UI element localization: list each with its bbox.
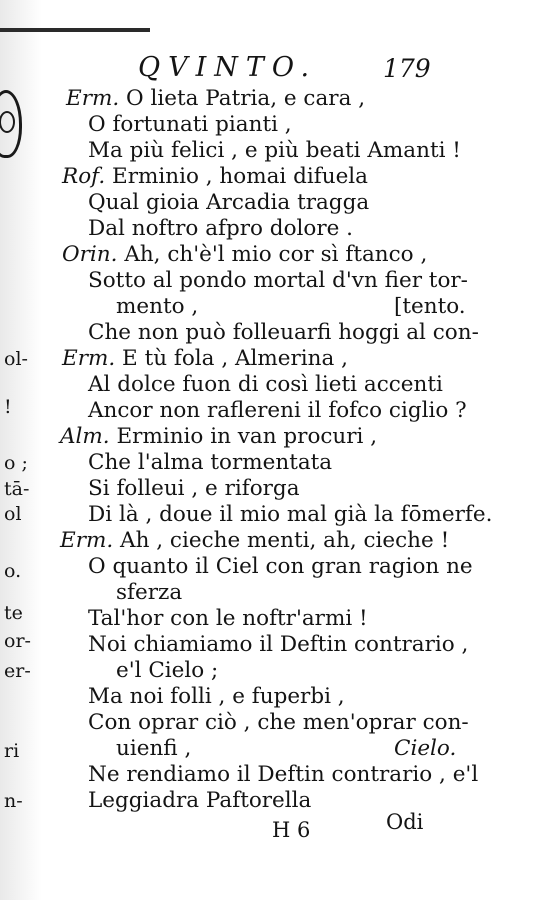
verse-line	[88, 712, 469, 734]
verse-text: Che non può folleuarfi hoggi al con-	[88, 320, 479, 345]
verse-line	[88, 452, 332, 474]
verse-line	[60, 530, 449, 552]
verse-text: Erminio , homai difuela	[112, 164, 368, 189]
verse-line	[60, 426, 377, 448]
left-page-fragment: ri	[4, 740, 20, 762]
verse-line	[62, 348, 348, 370]
verse-text: Ah, ch'è'l mio cor sì ftanco ,	[124, 242, 428, 267]
left-page-fragment: n-	[4, 790, 23, 812]
verse-line	[88, 790, 311, 812]
verse-text: Dal noftro afpro dolore .	[88, 216, 354, 241]
left-page-fragment: o.	[4, 560, 22, 582]
verse-text: Ne rendiamo il Deftin contrario , e'l	[88, 762, 479, 787]
verse-text: sferza	[116, 580, 183, 605]
verse-line	[62, 244, 427, 266]
verse-text: Sotto al pondo mortal d'vn fier tor-	[88, 268, 468, 293]
signature-mark: H 6	[272, 818, 311, 842]
verse-line	[62, 166, 368, 188]
verse-line	[88, 140, 461, 162]
verse-text: Che l'alma tormentata	[88, 450, 333, 475]
verse-line	[116, 660, 218, 682]
verse-line-carryover	[394, 296, 466, 318]
verse-text: Ah , cieche menti, ah, cieche !	[120, 528, 450, 553]
verse-line	[116, 296, 198, 318]
verse-line	[116, 738, 191, 760]
verse-text: Ma più felici , e più beati Amanti !	[88, 138, 461, 163]
verse-text: Erminio in van procuri ,	[116, 424, 378, 449]
verse-text: Con oprar ciò , che men'oprar con-	[88, 710, 469, 735]
page-number: 179	[383, 54, 431, 83]
verse-text: uienfi ,	[116, 736, 192, 761]
verse-line-carryover	[394, 738, 456, 760]
verse-line	[88, 400, 467, 422]
left-page-fragment: or-	[4, 630, 31, 652]
verse-line	[88, 374, 443, 396]
verse-text: O quanto il Ciel con gran ragion ne	[88, 554, 473, 579]
verse-text: Si folleui , e riforga	[88, 476, 300, 501]
verse-text: Ma noi folli , e fuperbi ,	[88, 684, 345, 709]
left-page-fragment: ol-	[4, 348, 28, 370]
speaker-name: Rof.	[62, 164, 106, 189]
verse-line	[88, 686, 345, 708]
verse-text: [tento.	[394, 294, 466, 319]
verse-text: Di là , doue il mio mal già la fōmerfe.	[88, 502, 493, 527]
verse-text: E tù fola , Almerina ,	[122, 346, 348, 371]
verse-text: Al dolce fuon di così lieti accenti	[88, 372, 443, 397]
verse-line	[66, 88, 365, 110]
verse-text: e'l Cielo ;	[116, 658, 219, 683]
left-page-fragment: er-	[4, 660, 31, 682]
top-rule	[0, 28, 150, 32]
left-page-fragment: te	[4, 602, 23, 624]
speaker-name: Erm.	[60, 528, 114, 553]
left-page-fragment: tā-	[4, 478, 30, 500]
speaker-name: Erm.	[62, 346, 116, 371]
verse-text: Qual gioia Arcadia tragga	[88, 190, 370, 215]
verse-text: Leggiadra Paftorella	[88, 788, 312, 813]
verse-text: mento ,	[116, 294, 199, 319]
verse-line	[116, 582, 182, 604]
verse-line	[88, 192, 369, 214]
left-page-fragment: o ;	[4, 452, 28, 474]
verse-text: Noi chiamiamo il Deftin contrario ,	[88, 632, 469, 657]
verse-line	[88, 218, 353, 240]
verse-text: Ancor non raflereni il fofco ciglio ?	[88, 398, 467, 423]
verse-line	[88, 634, 468, 656]
verse-line	[88, 608, 368, 630]
catchword: Odi	[386, 810, 424, 834]
verse-line	[88, 556, 473, 578]
verse-line	[88, 322, 479, 344]
verse-text: O fortunati pianti ,	[88, 112, 292, 137]
verse-text: O lieta Patria, e cara ,	[126, 86, 366, 111]
verse-line	[88, 270, 468, 292]
verse-line	[88, 764, 478, 786]
verse-text: Cielo.	[394, 736, 457, 761]
speaker-name: Alm.	[60, 424, 110, 449]
left-page-fragment: !	[4, 396, 12, 418]
verse-line	[88, 504, 492, 526]
verse-text: Tal'hor con le noftr'armi !	[88, 606, 368, 631]
speaker-name: Orin.	[62, 242, 118, 267]
left-page-fragment: ol	[4, 503, 22, 525]
speaker-name: Erm.	[66, 86, 120, 111]
running-title: QVINTO.	[138, 52, 318, 83]
verse-line	[88, 114, 292, 136]
verse-line	[88, 478, 300, 500]
